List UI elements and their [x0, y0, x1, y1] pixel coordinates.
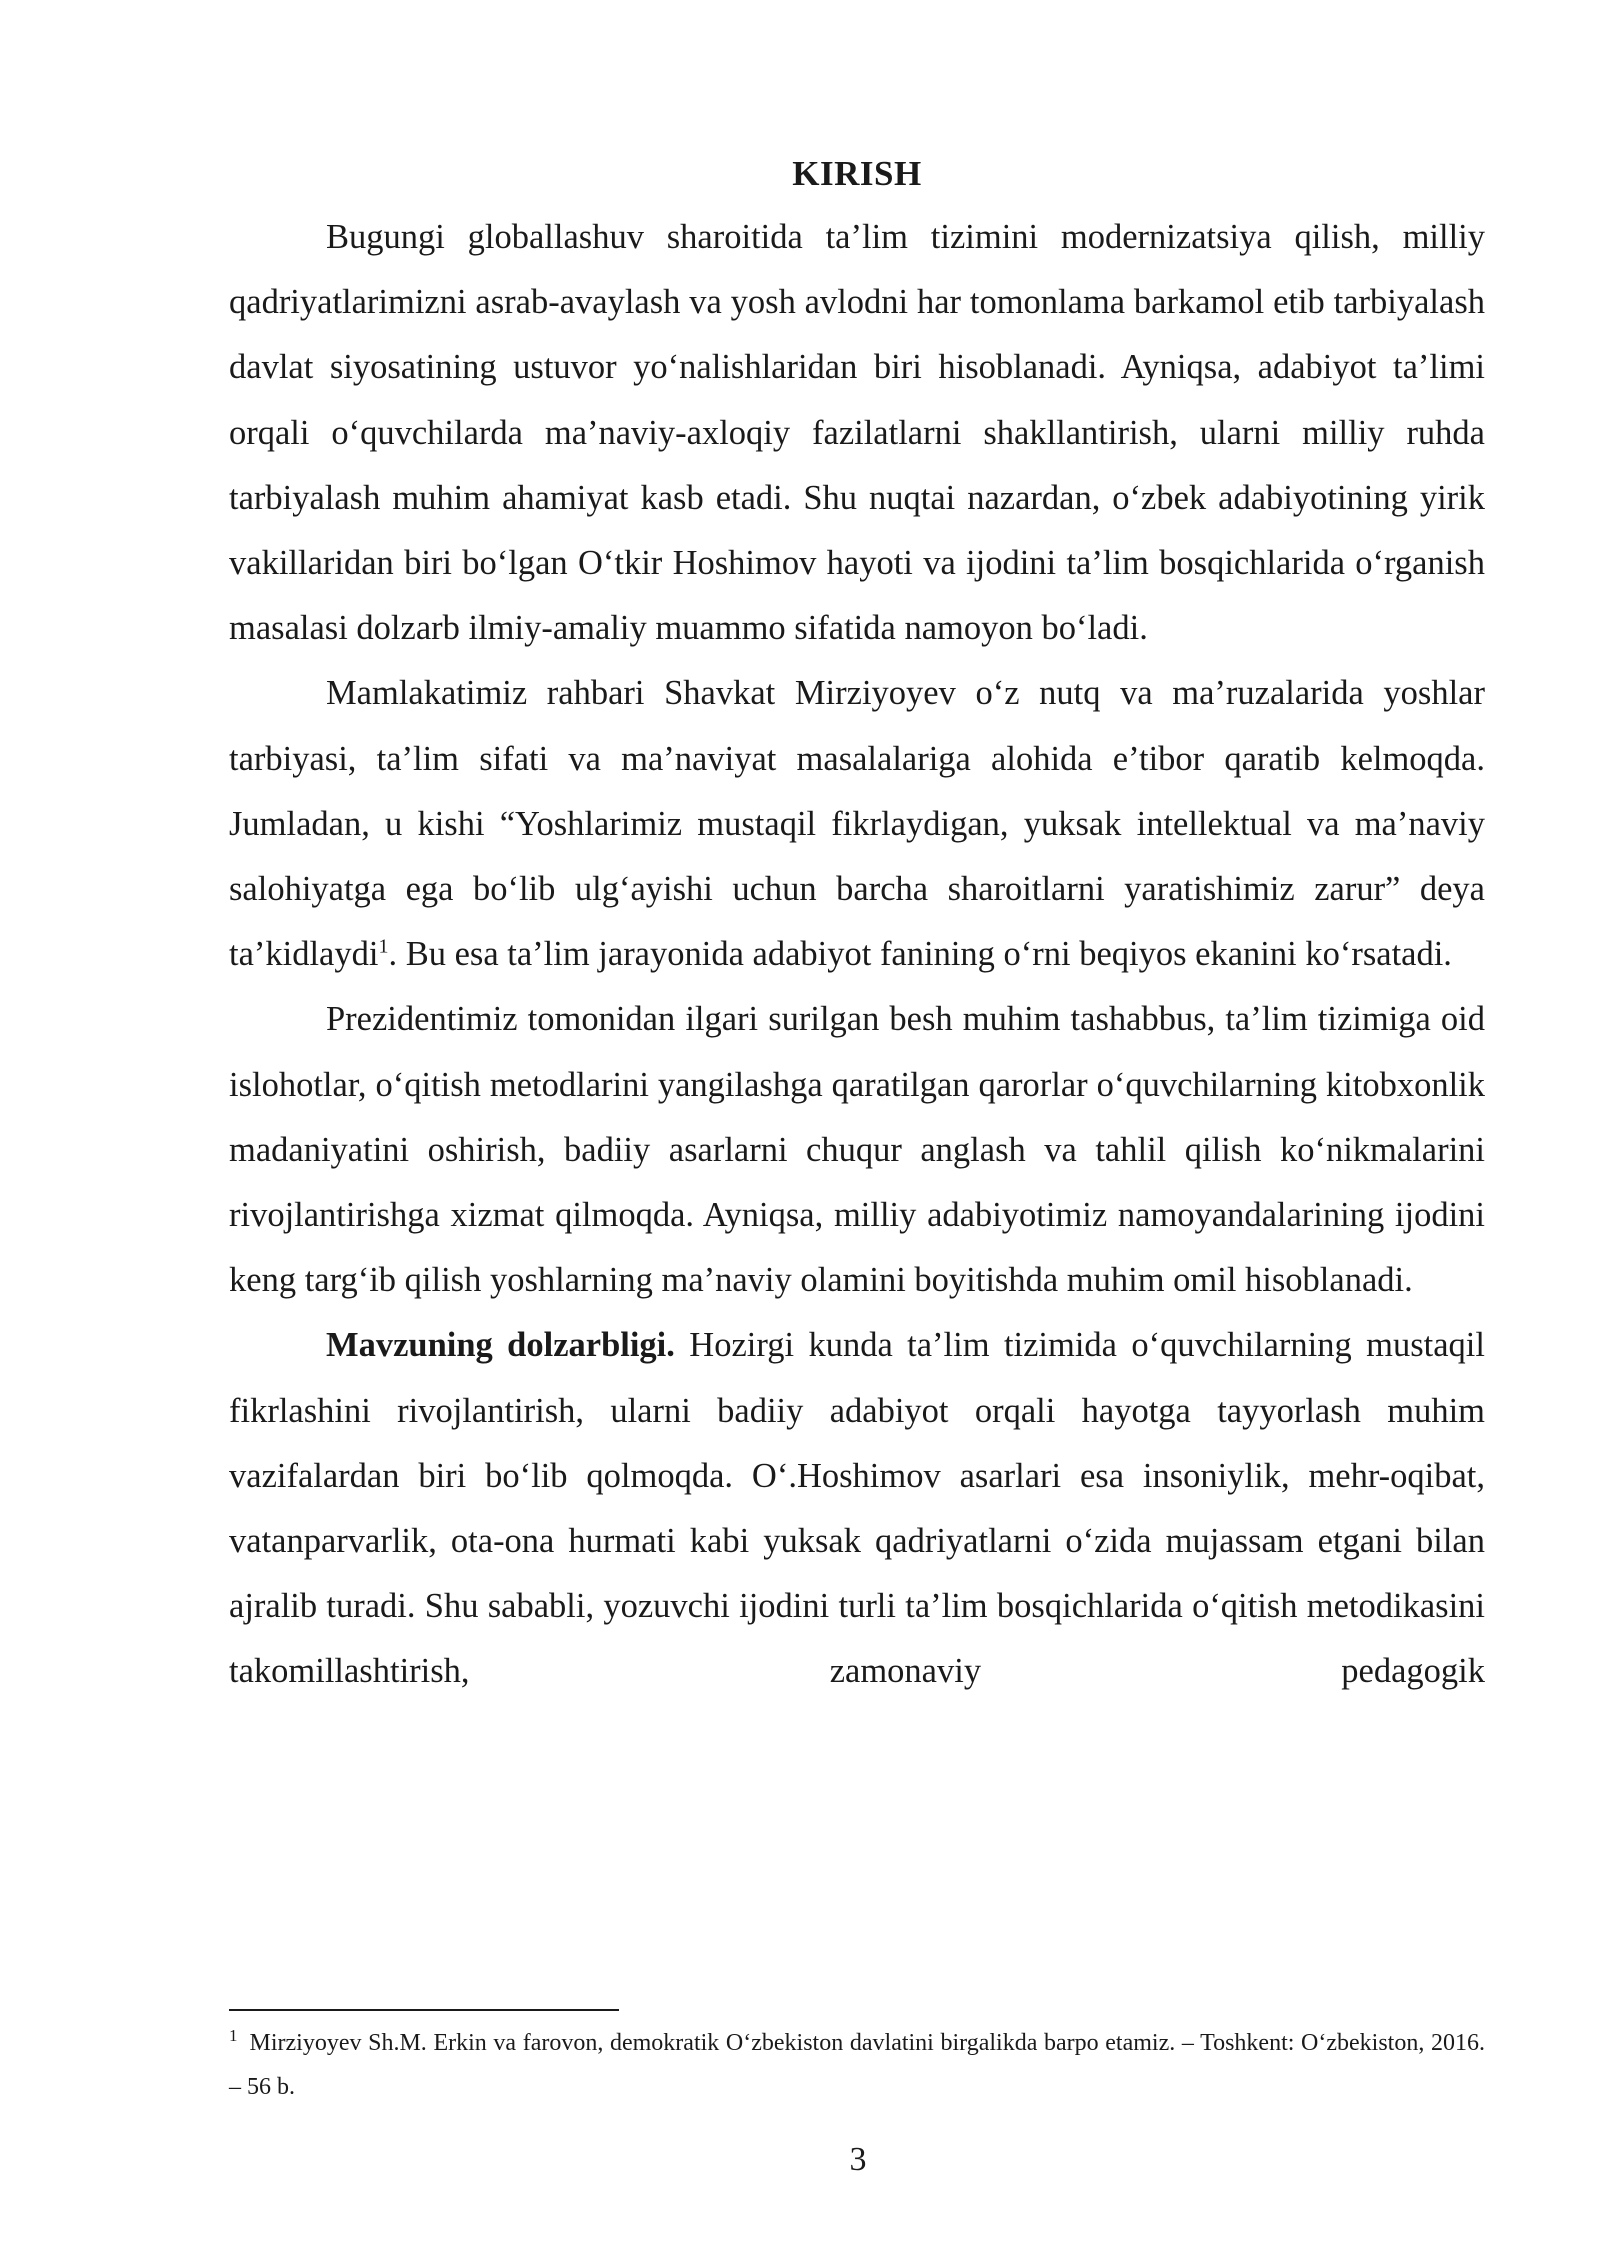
paragraph-text: . Bu esa ta’lim jarayonida adabiyot fanining o‘rni beqiyos ekanini ko‘rsatadi.	[388, 935, 1452, 974]
paragraph-text: Hozirgi kunda ta’lim tizimida o‘quvchilarning mustaqil fikrlashini rivojlantirish, ularni badiiy adabiyot orqali hayotga tayyorlash muhim vazifalardan biri bo‘lib qolmoqda. O‘.Hoshimov asarlari esa insoniylik, mehr-oqibat, vatanparvarlik, ota-ona hurmati kabi yuksak qadriyatlarni o‘zida mujassam etgani bilan ajralib turadi. Shu sababli, yozuvchi ijodini turli ta’lim bosqichlarida o‘qitish metodikasini takomillashtirish, zamonaviy pedagogik	[229, 1326, 1485, 1691]
section-title: KIRISH	[792, 154, 922, 193]
paragraph-relevance	[229, 1313, 1485, 1704]
footnote-text: Mirziyoyev Sh.M. Erkin va farovon, demokratik O‘zbekiston davlatini birgalikda barpo etamiz. – Toshkent: O‘zbekiston, 2016. – 56 b.	[229, 2030, 1485, 2100]
footnote-number: 1	[229, 2026, 238, 2045]
page-body	[229, 145, 1485, 1705]
footnote-reference[interactable]: 1	[378, 935, 389, 958]
paragraph-president-quote	[229, 661, 1485, 987]
footnote-separator	[229, 2009, 619, 2011]
paragraph-intro: Bugungi globallashuv sharoitida ta’lim tizimini modernizatsiya qilish, milliy qadriyatlarimizni asrab-avaylash va yosh avlodni har tomonlama barkamol etib tarbiyalash davlat siyosatining ustuvor yo‘nalishlaridan biri hisoblanadi. Ayniqsa, adabiyot ta’limi orqali o‘quvchilarda ma’naviy-axloqiy fazilatlarni shakllantirish, ularni milliy ruhda tarbiyalash muhim ahamiyat kasb etadi. Shu nuqtai nazardan, o‘zbek adabiyotining yirik vakillaridan biri bo‘lgan O‘tkir Hoshimov hayoti va ijodini ta’lim bosqichlarida o‘rganish masalasi dolzarb ilmiy-amaliy muammo sifatida namoyon bo‘ladi.	[229, 218, 1485, 648]
paragraph-bold-heading: Mavzuning dolzarbligi.	[326, 1326, 675, 1365]
paragraph-initiatives: Prezidentimiz tomonidan ilgari surilgan besh muhim tashabbus, ta’lim tizimiga oid islohotlar, o‘qitish metodlarini yangilashga qaratilgan qarorlar o‘quvchilarning kitobxonlik madaniyatini oshirish, badiiy asarlarni chuqur anglash va tahlil qilish ko‘nikmalarini rivojlantirishga xizmat qilmoqda. Ayniqsa, milliy adabiyotimiz namoyandalarining ijodini keng targ‘ib qilish yoshlarning ma’naviy olamini boyitishda muhim omil hisoblanadi.	[229, 1000, 1485, 1300]
page-number: 3	[849, 2141, 867, 2178]
footnote	[229, 2021, 1485, 2109]
paragraph-text: Mamlakatimiz rahbari Shavkat Mirziyoyev o‘z nutq va ma’ruzalarida yoshlar tarbiyasi, ta’lim sifati va ma’naviyat masalalariga alohida e’tibor qaratib kelmoqda. Jumladan, u kishi “Yoshlarimiz mustaqil fikrlaydigan, yuksak intellektual va ma’naviy salohiyatga ega bo‘lib ulg‘ayishi uchun barcha sharoitlarni yaratishimiz zarur” deya ta’kidlaydi	[229, 674, 1485, 974]
